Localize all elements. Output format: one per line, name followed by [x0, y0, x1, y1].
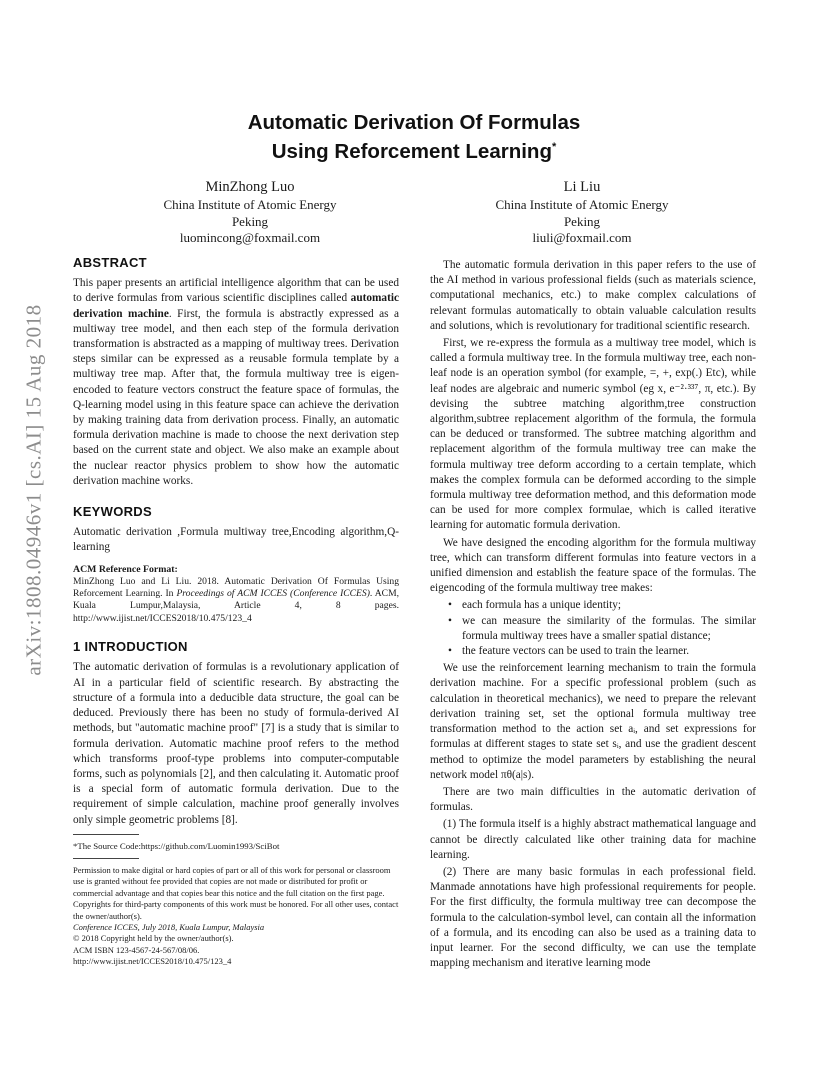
list-item: • we can measure the similarity of the formulas. The similar formula multiway trees have a smaller spatial distance;	[462, 614, 756, 644]
conference-line: Conference ICCES, July 2018, Kuala Lumpur, Malaysia	[73, 921, 265, 932]
author-block-2	[452, 178, 712, 247]
paragraph: We have designed the encoding algorithm for the formula multiway tree, which can transform different formulas into feature vectors in a unified dimension and establish the feature space of the formulas. The eigencoding of the formula multiway tree makes:	[430, 536, 756, 595]
paragraph: (1) The formula itself is a highly abstract mathematical language and cannot be directly calculated like other training data for machine learning.	[430, 818, 756, 861]
paragraph: First, we re-express the formula as a multiway tree model, which is called a formula multiway tree. In the formula multiway tree, each non-leaf node is an operation symbol (for example, =, +, exp(.) Etc), while leaf nodes are algebraic and numeric symbol (eg x, e⁻²·³³⁷, π, etc.). By devising the subtree matching algorithm,tree construction algorithm,subtree replacement algorithm of the formula, the formula can be deduced or transformed. The subtree matching algorithm and replacement algorithm of the formula multiway tree can make the formula multiway tree deform according to a certain template, which makes the complex formula can be deformed according to the simple formula multiway tree deformation method, and this deformation mode can be used for more complex formulae, which is called iterative learning for automatic formula derivation.	[430, 337, 756, 532]
author-city: Peking	[563, 213, 601, 229]
acm-reference-heading: ACM Reference Format:	[73, 563, 178, 575]
keywords-text: Automatic derivation ,Formula multiway tree,Encoding algorithm,Q-learning	[73, 526, 399, 554]
author-block-1	[120, 178, 380, 247]
permission-text: Permission to make digital or hard copies of part or all of this work for personal or classroom use is granted without fee provided that copies are not made or distributed for profit or commercial advantage and that copies bear this notice and the full citation on the first page. Copyrights for third-party components of this work must be honored. For all other uses, contact the owner/author(s).	[73, 864, 399, 921]
arxiv-stamp: arXiv:1808.04946v1 [cs.AI] 15 Aug 2018	[21, 304, 46, 676]
title-line-2: Using Reforcement Learning*	[271, 140, 557, 163]
abstract-heading: ABSTRACT	[73, 255, 147, 270]
author-email[interactable]: luomincong@foxmail.com	[179, 230, 321, 245]
paper-title	[0, 108, 828, 166]
acm-reference-text: MinZhong Luo and Li Liu. 2018. Automatic Derivation Of Formulas Using Reforcement Learning. In Proceedings of ACM ICCES (Conference ICCES). ACM, Kuala Lumpur,Malaysia, Article 4, 8 pages. http://www.ijist.net/ICCES2018/10.475/123_4	[73, 575, 400, 624]
paragraph: We use the reinforcement learning mechanism to train the formula derivation machine. For a specific professional problem (such as calculation in theoretical mechanics), we need to prepare the relevant derivation training set, set the optional formula multiway tree transformation method to the action set aᵢ, and set expressions for formulas at different stages to state set sᵢ, and use the gradient descent method to optimize the model parameters by establishing the neural network model πθ(a|s).	[430, 662, 756, 781]
introduction-text: The automatic derivation of formulas is a revolutionary application of AI in a particular field of scientific research. By abstracting the structure of a formula into a deducible data structure, the goal can be deduced. Previously there has been no study of formula-derived AI methods, but "automatic machine proof" [7] is a study that is similar to formula derivation. Automatic machine proof refers to the method which transforms proof-type problems into computer-computable forms, such as polynomials [2], and then calculating it. Automatic proof is a special form of automatic formula derivation. Due to the requirement of simple calculation, machine proof generally involves only simple geometric problems [8].	[73, 661, 399, 826]
author-name: Li Liu	[563, 179, 601, 195]
permission-block	[73, 865, 399, 968]
right-column	[430, 258, 756, 971]
author-affiliation: China Institute of Atomic Energy	[163, 197, 337, 212]
copyright-line: © 2018 Copyright held by the owner/author(s).	[73, 933, 234, 944]
title-footnote-mark: *	[551, 141, 557, 154]
introduction-heading: 1 INTRODUCTION	[73, 639, 188, 655]
title-line-1: Automatic Derivation Of Formulas	[247, 111, 581, 134]
source-code-footnote: *The Source Code:https://github.com/Luomin1993/SciBot	[73, 840, 280, 851]
abstract-bold-term: automatic derivation machine	[73, 292, 399, 320]
author-name: MinZhong Luo	[205, 179, 295, 195]
author-affiliation: China Institute of Atomic Energy	[495, 197, 669, 212]
paragraph: (2) There are many basic formulas in each professional field. Manmade annotations have high professional requirements for people. For the first difficulty, the formula multiway tree can decompose the formula to the calculation-symbol level, can contain all the information of a formula, and its encoding can also be used as a training data to input learner. For the second difficulty, we can use the template mapping mechanism and iterative learning mode	[430, 865, 756, 970]
permission-rule	[73, 858, 139, 859]
left-column	[73, 255, 399, 968]
keywords-heading: KEYWORDS	[73, 504, 152, 520]
abstract-text: This paper presents an artificial intelligence algorithm that can be used to derive formulas from various scientific disciplines called automatic derivation machine. First, the formula is abstractly expressed as a multiway tree model, and then each step of the formula derivation transformation is abstracted as a mapping of multiway trees. Derivation steps similar can be expressed as a reusable formula template by a multiway tree map. After that, the formula multiway tree is eigen-encoded to feature vectors construct the feature space of formulas, the Q-learning model using in this feature space can achieve the derivation by making training data from derivation process. Finally, an automatic formula derivation machine is made to choose the next derivation step based on the current state and object. We also make an example about the nuclear reactor physics problem to show how the automatic derivation machine works.	[73, 277, 400, 487]
paragraph: There are two main difficulties in the automatic derivation of formulas.	[430, 785, 756, 814]
list-item: • the feature vectors can be used to train the learner.	[462, 644, 756, 659]
bullet-list	[430, 598, 756, 659]
isbn-line: ACM ISBN 123-4567-24-567/08/06.	[73, 944, 200, 955]
footnote-rule	[73, 834, 139, 835]
list-item: • each formula has a unique identity;	[462, 598, 756, 613]
paragraph: The automatic formula derivation in this paper refers to the use of the AI method in various professional fields (such as materials science, computational mechanics, etc.) to make complex calculations of relevant formulas automatically to obtain valuable calculation results and solutions, which is revolutionary for traditional scientific research.	[430, 259, 756, 332]
author-city: Peking	[231, 213, 269, 229]
author-email[interactable]: liuli@foxmail.com	[532, 230, 632, 245]
doi-link[interactable]: http://www.ijist.net/ICCES2018/10.475/123_4	[73, 956, 232, 967]
